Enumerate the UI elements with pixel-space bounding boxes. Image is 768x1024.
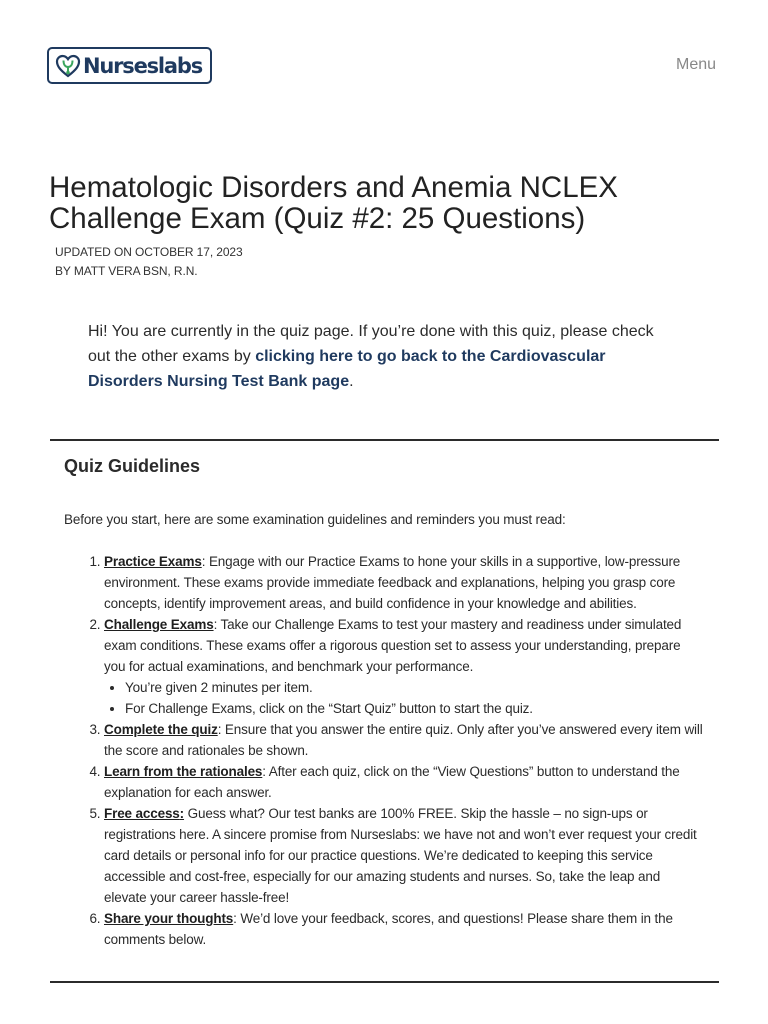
guideline-text: Ensure that you answer the entire quiz. Only after you’ve answered every item will the score and rationales be shown. [104,722,703,758]
page-title: Hematologic Disorders and Anemia NCLEX Challenge Exam (Quiz #2: 25 Questions) [49,171,618,235]
guideline-item [104,614,704,719]
updated-date: UPDATED ON OCTOBER 17, 2023 [55,245,243,259]
guideline-term-rationales[interactable]: Learn from the rationales [104,764,263,779]
guideline-item [104,803,704,908]
guideline-sublist [104,677,704,719]
guideline-separator: : [201,554,206,569]
guideline-term-practice-exams[interactable]: Practice Exams [104,554,202,569]
intro-paragraph [88,319,678,394]
guideline-term-complete-quiz[interactable]: Complete the quiz [104,722,218,737]
divider-bottom [50,981,719,983]
guideline-item [104,551,704,614]
menu-button[interactable]: Menu [676,56,717,73]
guideline-text: Take our Challenge Exams to test your mastery and readiness under simulated exam conditions. These exams offer a rigorous question set to assess your understanding, prepare you for actual examinations, and benchmark your performance. [104,617,682,674]
guideline-term-challenge-exams[interactable]: Challenge Exams [104,617,214,632]
guideline-subitem: • You’re given 2 minutes per item. [125,677,704,698]
guideline-text: We’d love your feedback, scores, and questions! Please share them in the comments below. [104,911,673,947]
intro-text-end: . [349,373,354,390]
guideline-separator: : [233,911,237,926]
test-bank-link[interactable]: clicking here to go back to the Cardiovascular Disorders Nursing Test Bank page [88,348,606,390]
heart-stethoscope-icon [54,52,82,80]
guideline-text: Engage with our Practice Exams to hone your skills in a supportive, low-pressure environment. These exams provide immediate feedback and explanations, helping you grasp core concepts, identify improvement areas, and build confidence in your knowledge and abilities. [104,554,681,611]
guideline-text: After each quiz, click on the “View Questions” button to understand the explanation for each answer. [104,764,680,800]
guideline-separator: : [179,806,185,821]
author-byline: BY MATT VERA BSN, R.N. [55,264,198,278]
guideline-term-share-thoughts[interactable]: Share your thoughts [104,911,234,926]
intro-text: Hi! You are currently in the quiz page. If you’re done with this quiz, please check out the other exams by [88,323,654,365]
divider-top [50,439,719,441]
guidelines-heading: Quiz Guidelines [64,456,201,476]
guidelines-intro: Before you start, here are some examination guidelines and reminders you must read: [64,512,566,527]
site-logo[interactable] [47,47,212,84]
guideline-item [104,908,704,950]
guideline-separator: : [262,764,266,779]
guideline-item [104,719,704,761]
site-header [0,0,768,120]
logo-text: Nurseslabs [83,53,203,78]
guideline-subitem: • For Challenge Exams, click on the “Start Quiz” button to start the quiz. [125,698,704,719]
guideline-term-free-access[interactable]: Free access [104,806,180,821]
guidelines-list [104,551,704,950]
guideline-item [104,761,704,803]
guideline-separator: : [213,617,218,632]
guideline-separator: : [217,722,222,737]
guideline-text: Guess what? Our test banks are 100% FREE. Skip the hassle – no sign-ups or registrations here. A sincere promise from Nurseslabs: we have not and won’t ever request your credit card details or personal info for our practice questions. We’re dedicated to keeping this service accessible and cost-free, especially for our amazing students and nurses. So, take the leap and elevate your career hassle-free! [104,806,697,905]
